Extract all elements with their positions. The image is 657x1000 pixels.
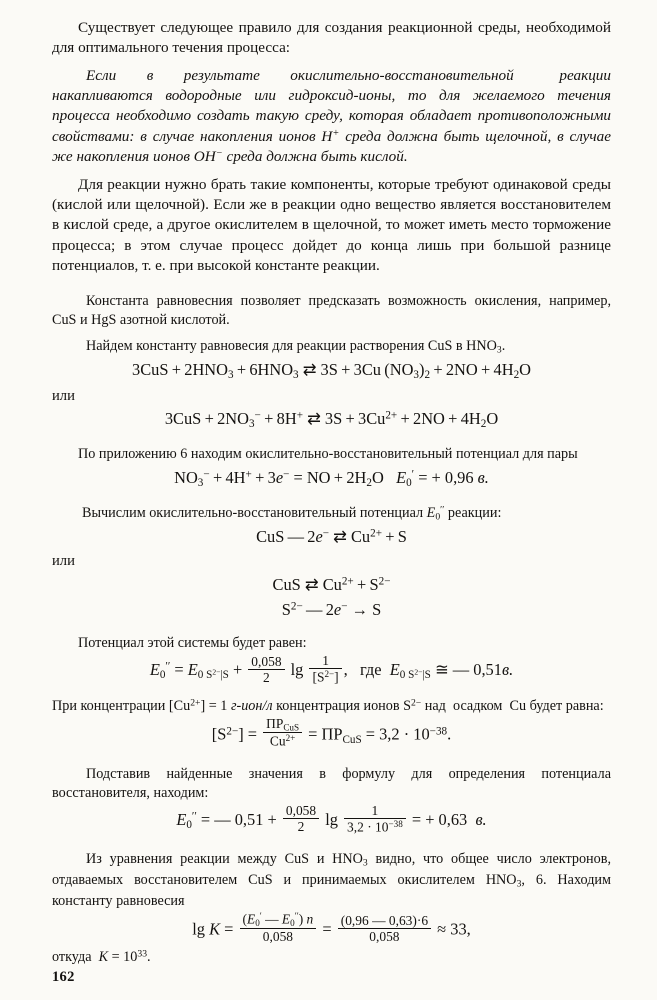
equation-cus-dissociation: CuS ⇄ $Cu^{2+} + S^{2-}$ xyxy=(272,574,391,594)
paragraph-substitute: Подставив найденные значения в формулу для определения потенциала восстановителя, находим: xyxy=(52,765,611,801)
paragraph-result: откуда $K = 10^{33}$. xyxy=(52,948,151,966)
equation-sulfide-concentration: $[S^{2-}]$ = $\frac{ПР_{CuS}}{Cu^{2+}}$ = $ПР_{CuS} = 3,2 \cdot 10^{-38}$. xyxy=(211,715,452,749)
paragraph-concentration: При концентрации $[Cu^{2+}] = 1$ г-ион/л концентрация ионов $S^{2-}$ над осадком Cu будет равна: xyxy=(52,697,604,714)
paragraph-compute-potential: Вычислим окислительно-восстановительный потенциал $E_0''$ реакции: xyxy=(82,504,502,523)
equation-lg-k: lg K = $\frac{(E_0' — E_0'') n}{0,058}$ = $\frac{(0,96 — 0,63)\cdot 6}{0,058}$ ≈ 33, xyxy=(192,910,471,944)
paragraph-find-constant: Найдем константу равновесия для реакции растворения CuS в $HNO_3$. xyxy=(86,338,506,357)
paragraph-system-potential: Потенциал этой системы будет равен: xyxy=(78,635,307,652)
page-number: 162 xyxy=(52,969,75,985)
equation-potential-nernst: $E_0'' = E_{0 S^{2-}|S}$ + $\frac{0,058}{2}$ lg $\frac{1}{[S^{2-}]}$ , где $E_{0 S^{2-}|S}$ ≅ — 0,51в. xyxy=(149,653,514,685)
paragraph-appendix-potential: По приложению 6 находим окислительно-восстановительный потенциал для пары xyxy=(78,446,578,463)
paragraph-rule-italic: Если в результате окислительно-восстановительной реакции накапливаются водородные или гидроксид-ионы, то для желаемого течения процесса необходимо создать такую среду, которая обладает противоположными свойствами: в случае накопления ионов H+ среда должна быть щелочной, в случае же накопления ионов ОН− среда должна быть кислой. xyxy=(52,66,611,166)
paragraph-rule-intro: Существует следующее правило для создания реакционной среды, необходимой для оптимального течения процесса: xyxy=(52,19,611,57)
paragraph-equilibrium-constant: Константа равновесния позволяет предсказать возможность окисления, например, CuS и HgS азотной кислотой. xyxy=(52,293,611,329)
equation-sulfide-oxidation: $S^{2-}$ — 2e− → S xyxy=(281,599,382,619)
paragraph-electrons: Из уравнения реакции между CuS и $HNO_3$ видно, что общее число электронов, отдаваемых восстановителем CuS и принимаемых окислителем $HNO_3$, 6. Находим константу равновесия xyxy=(52,851,611,909)
equation-reducer-potential: $E_0''$ = — 0,51 + $\frac{0,058}{2}$ lg $\frac{1}{3,2 \cdot 10^{-38}}$ = + 0,63 в. xyxy=(176,802,487,835)
label-or-1: или xyxy=(52,387,75,404)
paragraph-components: Для реакции нужно брать такие компоненты, которые требуют одинаковой среды (кислой или щелочной). Если же в реакции одно вещество является восстановителем в кислой среде, а другое окислителем в щелочной, то может иметь место торможение процесса; в этом случае процесс дойдет до конца лишь при большой разнице потенциалов, т. е. при высокой константе реакции. xyxy=(52,175,611,274)
equation-cus-oxidation: CuS — 2e− ⇄ $Cu^{2+} + S$ xyxy=(256,526,407,546)
equation-no3-half-reaction: $NO_3^- + 4H^+ + 3e^-$ = NO + $2H_2O$ $E_0'$ = + 0,96 в. xyxy=(174,468,489,490)
equation-cus-hno3-molecular: $3CuS + 2HNO_3 + 6HNO_3$ ⇄ 3S + 3Cu $(NO_3)_2 + 2NO + 4H_2O$ xyxy=(132,360,531,382)
label-or-2: или xyxy=(52,553,75,570)
equation-cus-hno3-ionic: $3CuS + 2NO_3^- + 8H^+$ ⇄ $3S + 3Cu^{2+} + 2NO + 4H_2O$ xyxy=(164,409,499,431)
